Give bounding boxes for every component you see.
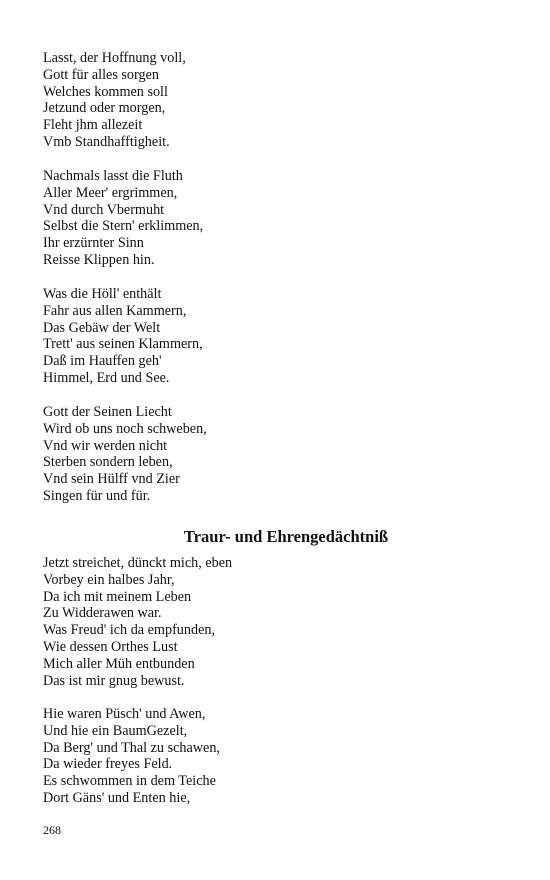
poem-line: Vnd durch Vbermuht <box>43 201 165 218</box>
poem-stanza <box>43 286 203 387</box>
poem-stanza <box>43 168 203 269</box>
poem-line: Das ist mir gnug bewust. <box>43 672 185 689</box>
poem-line: Daß im Hauffen geh' <box>43 353 162 370</box>
poem-line: Gott für alles sorgen <box>43 66 159 83</box>
poem-line: Trett' aus seinen Klammern, <box>43 336 203 353</box>
poem-line: Ihr erzürnter Sinn <box>43 235 144 252</box>
poem-line: Was Freud' ich da empfunden, <box>43 622 216 639</box>
poem-line: Lasst, der Hoffnung voll, <box>43 50 186 66</box>
poem-stanza <box>43 706 220 807</box>
poem-line: Selbst die Stern' erklimmen, <box>43 218 204 235</box>
poem-stanza <box>43 555 232 689</box>
poem-line: Himmel, Erd und See. <box>43 369 170 386</box>
poem-line: Hie waren Püsch' und Awen, <box>43 706 206 722</box>
poem-line: Welches kommen soll <box>43 83 168 100</box>
poem-line: Singen für und für. <box>43 487 151 504</box>
poem-line: Fleht jhm allezeit <box>43 117 143 134</box>
page-number: 268 <box>43 823 61 837</box>
poem-line: Da wieder freyes Feld. <box>43 756 173 773</box>
poem-line: Sterben sondern leben, <box>43 454 173 471</box>
poem-line: Zu Widderawen war. <box>43 605 162 622</box>
poem-line: Vmb Standhafftigheit. <box>43 133 170 150</box>
poem-stanza <box>43 50 186 151</box>
poem-line: Jetzund oder morgen, <box>43 100 166 117</box>
poem-line: Das Gebäw der Welt <box>43 319 161 336</box>
poem-line: Nachmals lasst die Fluth <box>43 168 183 184</box>
poem-line: Vorbey ein halbes Jahr, <box>43 571 175 588</box>
poem-title: Traur- und Ehrengedächtniß <box>183 527 389 546</box>
poem-line: Und hie ein BaumGezelt, <box>43 722 188 739</box>
poem-stanza <box>43 404 207 505</box>
poem-line: Da Berg' und Thal zu schawen, <box>43 739 220 756</box>
poem-line: Jetzt streichet, dünckt mich, eben <box>43 555 233 571</box>
poem-line: Was die Höll' enthält <box>43 286 162 302</box>
poem-line: Wird ob uns noch schweben, <box>43 420 207 437</box>
poem-line: Es schwommen in dem Teiche <box>43 773 216 790</box>
poem-line: Aller Meer' ergrimmen, <box>43 184 178 201</box>
poem-line: Dort Gäns' und Enten hie, <box>43 789 191 806</box>
poem-line: Vnd wir werden nicht <box>43 437 168 454</box>
poem-line: Vnd sein Hülff vnd Zier <box>43 471 180 488</box>
poem-line: Reisse Klippen hin. <box>43 251 155 268</box>
poem-line: Da ich mit meinem Leben <box>43 588 192 605</box>
poem-line: Wie dessen Orthes Lust <box>43 638 178 655</box>
poem-line: Mich aller Müh entbunden <box>43 655 195 672</box>
poem-line: Gott der Seinen Liecht <box>43 404 172 420</box>
poem-line: Fahr aus allen Kammern, <box>43 302 187 319</box>
